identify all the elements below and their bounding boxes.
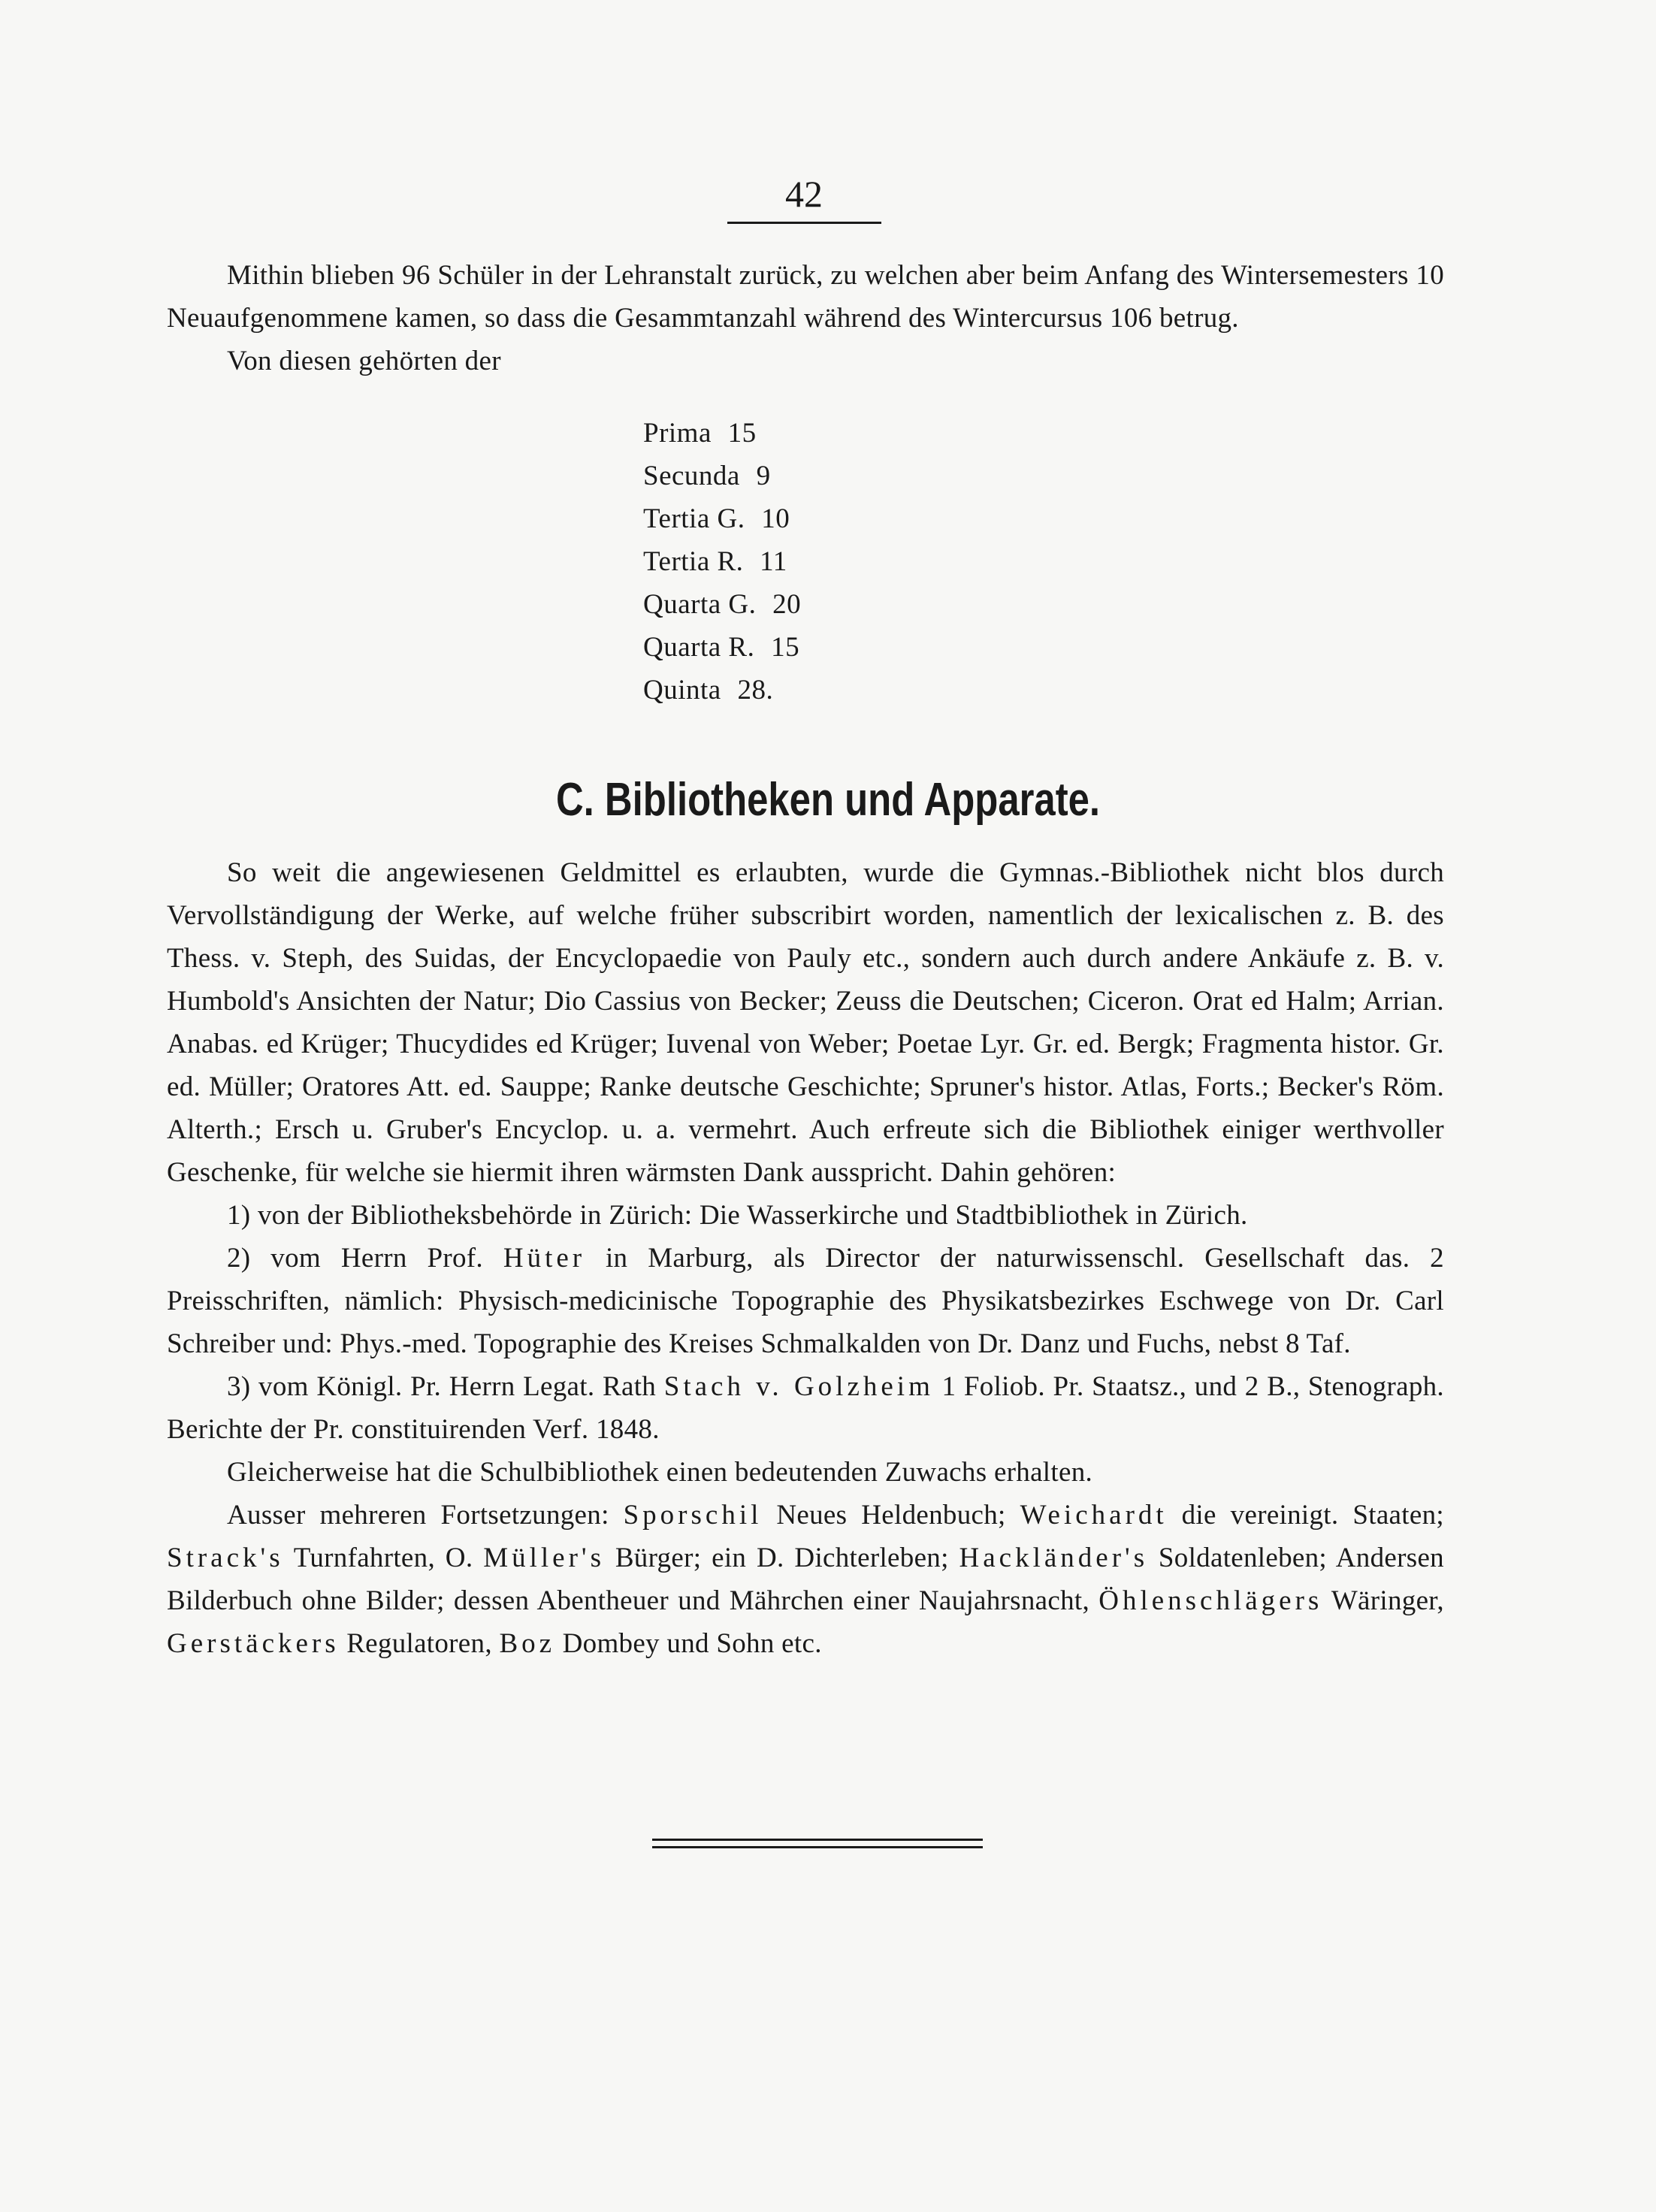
donation-item-1: 1) von der Bibliotheksbehörde in Zürich: Die Wasserkirche und Stadtbibliothek in Zürich. [227, 1200, 1248, 1231]
acq-text: die vereinigt. Staaten; [1181, 1500, 1444, 1531]
class-row [643, 412, 801, 455]
intro-paragraph: Mithin blieben 96 Schüler in der Lehranstalt zurück, zu welchen aber beim Anfang des Wintersemesters 10 Neuaufgenommene kamen, so dass die Gesammtanzahl während des Wintercursus 106 betrug. [167, 260, 1444, 334]
intro-section [167, 254, 1444, 382]
class-count: 15 [727, 418, 757, 449]
end-rule-bottom [652, 1846, 983, 1848]
acq-text: Ausser mehreren Fortsetzungen: [227, 1500, 609, 1531]
class-name: Secunda [643, 461, 740, 491]
page-number-rule [727, 222, 881, 224]
class-row [643, 583, 801, 626]
acq-text: Wäringer, [1331, 1585, 1444, 1616]
acq-text: Turnfahrten, O. [293, 1543, 473, 1573]
class-row [643, 497, 801, 540]
author-name: Boz [499, 1628, 556, 1659]
class-enrollment-list [643, 412, 801, 712]
author-name: Weichardt [1020, 1500, 1168, 1531]
author-name: Öhlenschlägers [1098, 1585, 1323, 1616]
school-library-paragraph: Gleicherweise hat die Schulbibliothek einen bedeutenden Zuwachs erhalten. [227, 1457, 1093, 1488]
acq-text: Dombey und Sohn etc. [562, 1628, 822, 1659]
donation-text: 2) vom Herrn Prof. [227, 1243, 483, 1274]
donation-text: 1 Foliob. Pr. Staatsz., und 2 B., Stenograph. Berichte der Pr. constituirenden Verf. 1848. [167, 1371, 1444, 1445]
donation-text: 3) vom Königl. Pr. Herrn Legat. Rath [227, 1371, 657, 1402]
class-count: 11 [760, 546, 787, 577]
class-name: Prima [643, 418, 712, 449]
donation-item-2 [167, 1237, 1444, 1365]
author-name: Hackländer's [959, 1543, 1149, 1573]
class-count: 20 [772, 589, 802, 620]
library-paragraph: So weit die angewiesenen Geldmittel es erlaubten, wurde die Gymnas.-Bibliothek nicht blos durch Vervollständigung der Werke, auf welche früher subscribirt worden, namentlich der lexicalischen z. B. des Thess. v. Steph, des Suidas, der Encyclopaedie von Pauly etc., sondern auch durch andere Ankäufe z. B. v. Humbold's Ansichten der Natur; Dio Cassius von Becker; Zeuss die Deutschen; Ciceron. Orat ed Halm; Arrian. Anabas. ed Krüger; Thucydides ed Krüger; Iuvenal von Weber; Poetae Lyr. Gr. ed. Bergk; Fragmenta histor. Gr. ed. Müller; Oratores Att. ed. Sauppe; Ranke deutsche Geschichte; Spruner's histor. Atlas, Forts.; Becker's Röm. Alterth.; Ersch u. Gruber's Encyclop. u. a. vermehrt. Auch erfreute sich die Bibliothek einiger werthvoller Geschenke, für welche sie hiermit ihren wärmsten Dank ausspricht. Dahin gehören: [167, 857, 1444, 1188]
acq-text: Bürger; ein D. Dichterleben; [615, 1543, 949, 1573]
class-row [643, 540, 801, 583]
class-name: Tertia R. [643, 546, 744, 577]
class-count: 28. [737, 675, 774, 706]
page-number: 42 [785, 173, 823, 215]
acq-text: Regulatoren, [346, 1628, 492, 1659]
donation-text: in Marburg, als Director der naturwissenschl. Gesellschaft das. 2 Preisschriften, nämlich: Physisch-medicinische Topographie des Physikatsbezirkes Eschwege von Dr. Carl Schreiber und: Phys.-med. Topographie des Kreises Schmalkalden von Dr. Danz und Fuchs, nebst 8 Taf. [167, 1243, 1444, 1359]
intro-lead: Von diesen gehörten der [227, 346, 501, 376]
class-name: Quinta [643, 675, 721, 706]
author-name: Müller's [483, 1543, 605, 1573]
class-name: Quarta R. [643, 632, 755, 663]
donor-name: Hüter [503, 1243, 586, 1274]
acq-text: Soldatenleben; Andersen Bilderbuch ohne Bilder; dessen Abentheuer und Mährchen einer Naujahrsnacht, [167, 1543, 1444, 1616]
class-count: 15 [771, 632, 800, 663]
end-rule-top [652, 1839, 983, 1841]
class-count: 10 [761, 503, 790, 534]
acquisitions-paragraph [167, 1494, 1444, 1665]
section-heading: C. Bibliotheken und Apparate. [555, 774, 1101, 826]
class-name: Tertia G. [643, 503, 745, 534]
class-name: Quarta G. [643, 589, 757, 620]
class-count: 9 [756, 461, 771, 491]
author-name: Gerstäckers [167, 1628, 340, 1659]
donation-item-3 [167, 1365, 1444, 1451]
class-row [643, 455, 801, 497]
donor-name: Stach v. Golzheim [663, 1371, 934, 1402]
class-row [643, 669, 801, 712]
library-section-body [167, 851, 1444, 1665]
class-row [643, 626, 801, 669]
author-name: Strack's [167, 1543, 284, 1573]
author-name: Sporschil [623, 1500, 763, 1531]
acq-text: Neues Heldenbuch; [776, 1500, 1006, 1531]
